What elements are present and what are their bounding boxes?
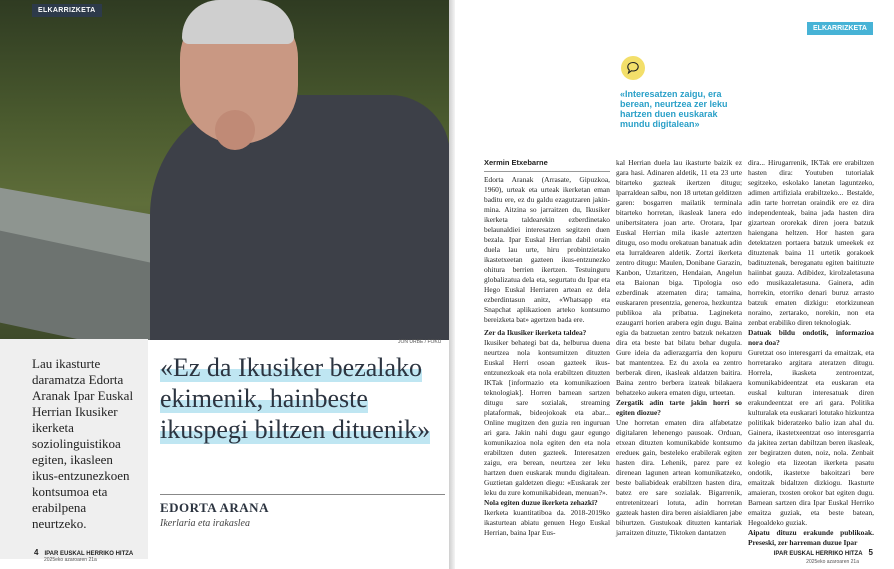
interviewee-role: Ikerlaria eta irakaslea [160,518,250,529]
issue-date: 2025eko azaroaren 21a [44,557,97,563]
body-paragraph: Ikerketa kuantitatiboa da. 2018-2019ko ikasturtean abiatu genuen Hego Euskal Herrian, baina Ipar Eus- [484,508,610,537]
interviewee-photo [0,0,449,340]
speech-bubble-icon [621,56,645,80]
issue-date: 2025eko azaroaren 21a [806,559,859,565]
interviewee-name: EDORTA ARANA [160,500,269,515]
body-paragraph: Edorta Aranak (Arrasate, Gipuzkoa, 1960), urteak eta urteak ikerketan eman baditu ere, ez du galdu ezagutzaren jakin-mina. Aitzina so jarraitzen du, Ikusiker ikerketa taldearekin ezberdinetako belaunaldiei interesatzen segitzen duen bezala. Ipar Euskal Herrian dabil orain duela lau urte, hiru probintzietako ikastetxeetan gazteen ikus-entzunezko ohitura berrien ikertzen. Testuinguru globalizatua dela eta, segurtatu du Ipar eta Hego Euskal Herriaren artean ez dela ezberdintasun anitz, «Whatsapp eta Snapchat aplikazioen arteko kontsumo bereizketa bat» agertzen bada ere. [484,175,610,324]
question: Zer da Ikusiker ikerketa taldea? [484,328,587,337]
body-paragraph: dira... Hirugarrenik, IKTak ere erabiltzen hasten dira: Youtuben tutorialak segitzeko, eskolako lanetan laguntzeko, adimen artifiziala erabiltzeko... Bestalde, adin tarte horretan oraindik ere ez dira independenteak, baina jada hasten dira gizartean ororekak diren joera batzuk haiengana heltzen. Hor hasten gara detektatzen portaera batzuk umeekek ez dituztenak baina 11 urtetik gorakoek badituztenak, bereganatu egiten baitituzte haiinbat gauza. Adibidez, kirolzaletasuna edo musikazaletasuna. Gainera, adin horrekin, etorriko denari buruz arrasto batzuk ematen dizkigu: etorkizunean noraino, zertarako, norekin, non eta zenbat erabiliko diren teknologiak. [748,158,874,327]
photo-credit: JON URBE / FOKU [398,339,442,345]
page-number: 5 [868,548,873,557]
body-paragraph: Une horretan ematen dira alfabetatze digitalaren lehenengo pausoak. Orduan, etxean dituzten komunikabide kontsumo eredueк gain, besteleko erabilerak egiten hasten dira. Lehenik, parez pare ez direnean lagunen artean komunikatzeko, beste baliabideak erabiltzen hasten dira, batez ere sare sozialak. Bigarrenik, entretenitzeari lotuta, adin horretan gazteak hasten dira beren aisialdiaren jabe bihurtzen. Gustukoak dituzten kantariak jarraitzen dituzte, Tiktoken dantatzen [616,418,742,537]
body-paragraph: Guretzat oso interesgarri da emaitzak, eta horretarako argitara ateratzen ditugu. Horrela, ikasketa zentroentzat, komunikabideentzat eta euskaran eta euskal kulturan interesatuak diren erakundeentzat ere ari gara. Politika kulturalak eta euskarari lotutako hizkuntza politikak bideratzeko balio izan ahal du. Gainera, ikastetxeentzat oso interesgarria da jakitea zertan dabiltzan beren ikasleak, zer begiratzen duten, noiz, nola. Zenbait kolegio eta lizeotan ikerketa pasatu ondotik, ikastetxe bakoitzari bere emaitzak bidaltzen dizkiogu. Ikasturte amaieran, txosten orokor bat egiten dugu. Barnean sartzen dira Ipar Euskal Herriko emaitza guziak, eta beste batean, Hegoaldeko guziak. [748,348,875,527]
question: Zergatik adin tarte jakin horri so egiten diozue? [616,398,742,417]
section-label: ELKARRIZKETA [32,4,102,17]
question: Nola egiten duzue ikerketa zehazki? [484,498,598,507]
column-3 [748,158,874,548]
page-number: 4 [34,548,39,557]
column-2 [616,158,742,538]
headline: «Ez da Ikusiker bezalako ekimenik, hainbeste ikuspegi biltzen dituenik» [160,353,431,444]
body-paragraph: Ikusiker behategi bat da, helburua duena neurtzea nola kontsumitzen dituzten Euskal Herri osoan gazteek ikus-entzunezkoak eta nola erabiltzen dituzten IKTak [informazio eta komunikazioen teknologiak]. Horren barnean sartzen ditugu sare sozialak, streaming plataformak, bideojokoak eta abar... Online mugitzen den guzia ren inguruan ari gara. Jakin nahi dugu gaur egungo komunikazioa nola egiten den eta nola erabiltzen duten gazteek. Interesatzen zaigu, era berean, neurtzea zer leku hartzen duen euskarak mundu digitalean. Guztietan galdetzen diegu: «Euskarak zer leku du zure komunikabidean, menuan?». [484,338,610,497]
pull-quote: «Interesatzen zaigu, era berean, neurtzea zer leku hartzen duen euskarak mundu digitalean» [620,89,728,129]
publication-name: IPAR EUSKAL HERRIKO HITZA [44,551,134,557]
divider [160,494,445,495]
body-paragraph: kal Herrian duela lau ikasturte baizik ez gara hasi. Adinaren aldetik, 11 eta 23 urte bitarteko gazteak ikertzen ditugu; lparraldean salbu, non 18 urtetan gelditzen garen: bosgarren mailatik terminala bitarteko horretan, ikasleak lanera edo unibertsitatera joan arte. Orotara, Ipar Euskal Herrian mila ikasle aztertzen ditugu, oso modu orekatuan banatuak adin eta lurraldearen aldetik. Zortzi ikerketa zentro ditugu: Maulen, Donibane Garazin, Kanbon, Uztaritzen, Hendaian, Angelun eta Baionan biga. Tipologia oso ezberdinak atzematen dira; tamaina, euskararen presentzia, generoa, hezkuntza publikoa ala pribatua. Lagineketa ezaugarri horien arabera egin dugu. Baina egia da batzuetan zentro batzuk nekatzen dira eta beste bat bilatu behar dugula. Gure ideia da adierazgarria den kopuru bat mantentzea. Ez du axola ea zentro berberak diren, ikasleak aldatzen baitira. Baina zentro berbera izateak bilakaera behatzeko aukera ematen digu, urteetan. [616,158,743,397]
lead-text: Lau ikasturte daramatza Edorta Aranak Ipar Euskal Herrian Ikusiker ikerketa soziolinguistikoa egiten, ikasleen ikus-entzunezkoen kontsumoa eta erabilpena neurtzeko. [32,356,134,531]
section-label-right: ELKARRIZKETA [807,22,873,35]
footer-right [713,548,873,565]
author-byline: Xermin Etxebarne [484,158,610,172]
publication-name: IPAR EUSKAL HERRIKO HITZA [773,551,863,557]
column-1 [484,158,610,538]
right-page [455,0,894,569]
footer-left [34,548,134,563]
question: Aipatu dituzu erakunde publikoak. Preseski, zer harreman duzue Ipar [748,528,874,547]
question: Datuak bildu ondotik, informazioa nora doa? [748,328,874,347]
